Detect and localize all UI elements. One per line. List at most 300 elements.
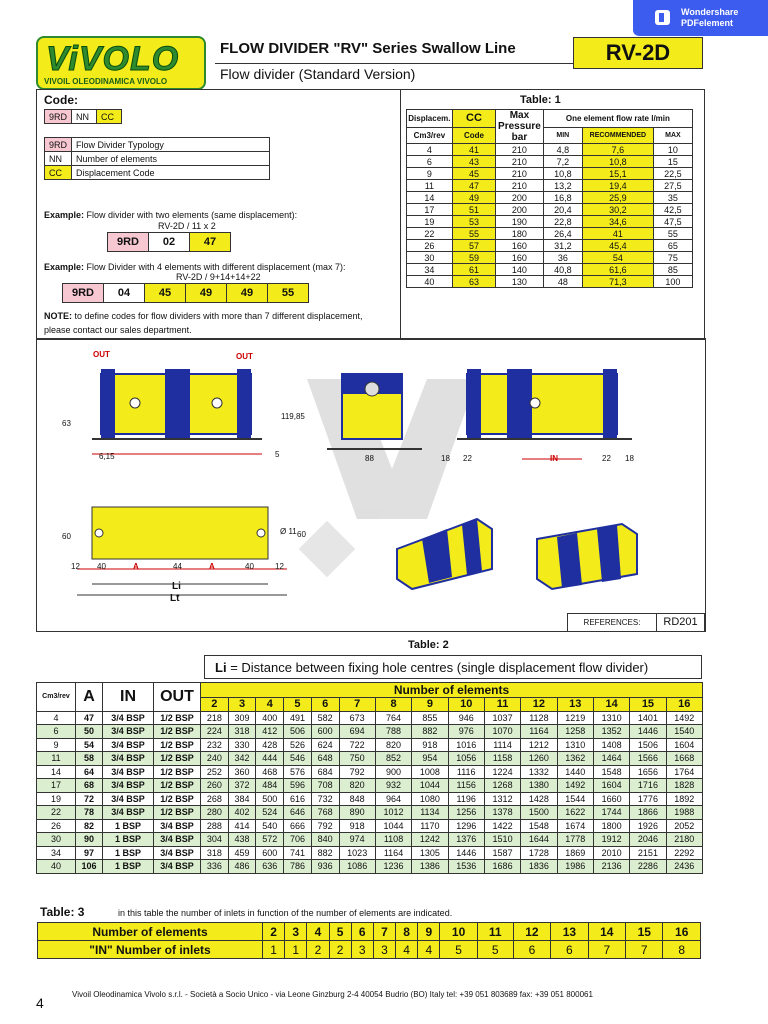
t2-cell-value: 484 — [256, 779, 284, 793]
li-label: Li — [215, 660, 227, 675]
t3-element-count: 12 — [513, 923, 550, 941]
t2-cell-value: 624 — [311, 738, 339, 752]
legend-code: NN — [45, 152, 72, 166]
t2-cell-cm3: 14 — [37, 765, 76, 779]
t2-cell-a: 68 — [76, 779, 103, 793]
t3-inlet-count: 8 — [663, 941, 701, 959]
t2-row — [37, 806, 703, 820]
t2-cell-value: 1164 — [521, 725, 557, 739]
dim-22a: 22 — [463, 454, 472, 463]
t1-cell: 210 — [496, 144, 544, 156]
t1-row — [407, 144, 693, 156]
t2-element-header: 10 — [448, 698, 484, 712]
page-title: FLOW DIVIDER "RV" Series Swallow Line — [220, 40, 516, 57]
t2-cell-in: 3/4 BSP — [103, 752, 154, 766]
t3-inlet-count: 6 — [513, 941, 550, 959]
t2-cell-value: 820 — [375, 738, 411, 752]
t2-cell-value: 342 — [228, 752, 256, 766]
dim-119: 119,85 — [281, 412, 305, 421]
t2-cell-value: 954 — [412, 752, 448, 766]
dim-615: 6,15 — [99, 452, 115, 461]
t2-cell-a: 90 — [76, 833, 103, 847]
dim-12b: 12 — [275, 562, 284, 571]
dim-18: 18 — [441, 454, 450, 463]
t1-cell: 25,9 — [582, 192, 653, 204]
wondershare-badge[interactable] — [633, 0, 768, 36]
t2-cell-value: 459 — [228, 846, 256, 860]
t3-inlet-count: 1 — [285, 941, 307, 959]
t2-cell-value: 600 — [256, 846, 284, 860]
dim-lt: Lt — [170, 593, 180, 604]
t2-cell-value: 491 — [284, 711, 312, 725]
t2-cell-in: 3/4 BSP — [103, 792, 154, 806]
t3-element-count: 6 — [351, 923, 373, 941]
t2-cell-in: 1 BSP — [103, 846, 154, 860]
t2-cell-cm3: 17 — [37, 779, 76, 793]
t1-cell: 36 — [543, 252, 582, 264]
t2-cell-cm3: 22 — [37, 806, 76, 820]
t3-inlet-count: 3 — [373, 941, 395, 959]
t1-row — [407, 180, 693, 192]
t2-cell-value: 918 — [412, 738, 448, 752]
t1-cell: 26,4 — [543, 228, 582, 240]
t2-cell-value: 1464 — [593, 752, 629, 766]
t1-h-min: MIN — [543, 127, 582, 143]
t2-cell-value: 1544 — [557, 792, 593, 806]
t1-cell: 160 — [496, 240, 544, 252]
t2-cell-cm3: 34 — [37, 846, 76, 860]
t2-cell-value: 1086 — [339, 860, 375, 874]
t2-row — [37, 833, 703, 847]
example1-code — [107, 232, 231, 252]
t2-element-header: 16 — [666, 698, 702, 712]
t2-cell-in: 1 BSP — [103, 833, 154, 847]
dim-phi: Ø 11 — [280, 527, 297, 536]
t1-cell: 41 — [582, 228, 653, 240]
t2-cell-value: 1988 — [666, 806, 702, 820]
ex1-cell: 9RD — [108, 233, 149, 252]
t1-cell: 20,4 — [543, 204, 582, 216]
t2-cell-value: 1256 — [448, 806, 484, 820]
t2-cell-a: 72 — [76, 792, 103, 806]
top-view — [77, 507, 287, 595]
t2-cell-cm3: 40 — [37, 860, 76, 874]
t3-inlet-count: 2 — [329, 941, 351, 959]
example1-desc: Flow divider with two elements (same displacement): — [86, 210, 298, 220]
badge-line2: PDFelement — [681, 18, 734, 28]
footer-address: Vivoil Oleodinamica Vivolo s.r.l. - Società a Socio Unico - via Leone Ginzburg 2-4 40054 Budrio (BO) Italy tel: +39 051 803689 fax: +39 051 800061 — [72, 990, 593, 999]
t2-cell-value: 768 — [311, 806, 339, 820]
t1-cell: 40 — [407, 276, 453, 288]
t2-element-header: 12 — [521, 698, 557, 712]
t2-cell-value: 1023 — [339, 846, 375, 860]
t2-cell-value: 218 — [201, 711, 229, 725]
t2-cell-value: 412 — [256, 725, 284, 739]
t2-h-num: Number of elements — [201, 683, 703, 698]
t2-cell-value: 1378 — [484, 806, 520, 820]
t1-row — [407, 192, 693, 204]
t2-cell-value: 1778 — [557, 833, 593, 847]
t2-cell-value: 280 — [201, 806, 229, 820]
pdfelement-icon — [655, 10, 670, 25]
t2-cell-a: 82 — [76, 819, 103, 833]
iso-view-2 — [537, 524, 637, 589]
t1-cell: 22 — [407, 228, 453, 240]
page-subtitle: Flow divider (Standard Version) — [220, 66, 416, 82]
t2-cell-value: 360 — [228, 765, 256, 779]
t2-cell-in: 3/4 BSP — [103, 779, 154, 793]
t2-cell-in: 3/4 BSP — [103, 765, 154, 779]
dim-44: 44 — [173, 562, 182, 571]
t1-row — [407, 168, 693, 180]
t2-cell-value: 1380 — [521, 779, 557, 793]
t2-cell-value: 1836 — [521, 860, 557, 874]
dim-40a: 40 — [97, 562, 106, 571]
dim-5: 5 — [275, 450, 280, 459]
t3-element-count: 11 — [477, 923, 513, 941]
t2-cell-in: 3/4 BSP — [103, 738, 154, 752]
t1-cell: 4,8 — [543, 144, 582, 156]
t1-h-displacem: Displacem. — [407, 110, 453, 128]
example1-formula: RV-2D / 11 x 2 — [158, 221, 216, 231]
t2-cell-in: 3/4 BSP — [103, 711, 154, 725]
t3-inlet-count: 5 — [477, 941, 513, 959]
t1-h-max: Max Pressure bar — [496, 110, 544, 144]
t2-cell-value: 1776 — [630, 792, 666, 806]
t2-cell-value: 1728 — [521, 846, 557, 860]
t2-element-header: 13 — [557, 698, 593, 712]
t1-cell: 130 — [496, 276, 544, 288]
ex2-cell: 55 — [268, 284, 309, 303]
t2-cell-value: 1506 — [630, 738, 666, 752]
t1-cell: 10,8 — [543, 168, 582, 180]
t2-cell-out: 1/2 BSP — [154, 738, 201, 752]
t2-cell-value: 1037 — [484, 711, 520, 725]
t2-cell-value: 1892 — [666, 792, 702, 806]
t2-cell-cm3: 9 — [37, 738, 76, 752]
t1-cell: 31,2 — [543, 240, 582, 252]
t1-cell: 47 — [452, 180, 495, 192]
t1-cell: 15 — [653, 156, 692, 168]
t2-cell-value: 932 — [375, 779, 411, 793]
t1-cell: 85 — [653, 264, 692, 276]
dim-18b: 18 — [625, 454, 634, 463]
references-label: REFERENCES: — [567, 613, 657, 632]
t2-cell-value: 468 — [256, 765, 284, 779]
ex1-cell: 47 — [190, 233, 231, 252]
t1-cell: 61 — [452, 264, 495, 276]
t1-cell: 11 — [407, 180, 453, 192]
t1-cell: 22,8 — [543, 216, 582, 228]
t1-h-rec: RECOMMENDED — [582, 127, 653, 143]
t2-cell-value: 1219 — [557, 711, 593, 725]
t3-element-count: 8 — [396, 923, 418, 941]
t2-cell-value: 1070 — [484, 725, 520, 739]
back-view — [457, 369, 632, 459]
t2-element-header: 3 — [228, 698, 256, 712]
t2-element-header: 6 — [311, 698, 339, 712]
t2-cell-value: 2052 — [666, 819, 702, 833]
t2-cell-cm3: 6 — [37, 725, 76, 739]
t2-cell-value: 1440 — [557, 765, 593, 779]
logo-word: ViVOLO — [46, 40, 180, 78]
t2-cell-a: 106 — [76, 860, 103, 874]
dim-12a: 12 — [71, 562, 80, 571]
t1-h-code: Code — [452, 127, 495, 143]
t1-cell: 71,3 — [582, 276, 653, 288]
t1-cell: 34,6 — [582, 216, 653, 228]
t2-cell-a: 64 — [76, 765, 103, 779]
t2-cell-value: 706 — [284, 833, 312, 847]
t2-h-a: A — [76, 683, 103, 712]
t2-cell-value: 260 — [201, 779, 229, 793]
ex2-cell: 49 — [186, 284, 227, 303]
t2-cell-value: 1446 — [448, 846, 484, 860]
t2-cell-value: 572 — [256, 833, 284, 847]
t2-cell-cm3: 4 — [37, 711, 76, 725]
t2-cell-value: 1492 — [666, 711, 702, 725]
t2-cell-value: 2010 — [593, 846, 629, 860]
code-part-cc: CC — [97, 110, 122, 124]
t2-cell-value: 882 — [412, 725, 448, 739]
example2-label: Example: — [44, 262, 85, 272]
t1-row — [407, 252, 693, 264]
dim-li: Li — [172, 581, 181, 592]
t2-cell-value: 428 — [256, 738, 284, 752]
t2-cell-value: 2286 — [630, 860, 666, 874]
t2-cell-value: 732 — [311, 792, 339, 806]
t2-cell-value: 2151 — [630, 846, 666, 860]
t2-element-header: 14 — [593, 698, 629, 712]
t2-cell-value: 636 — [256, 860, 284, 874]
t2-cell-value: 1566 — [630, 752, 666, 766]
t2-cell-value: 232 — [201, 738, 229, 752]
t2-body — [37, 711, 703, 873]
t2-cell-value: 1604 — [666, 738, 702, 752]
t2-cell-value: 1305 — [412, 846, 448, 860]
logo-tagline: VIVOIL OLEODINAMICA VIVOLO — [44, 77, 168, 86]
t2-cell-out: 3/4 BSP — [154, 819, 201, 833]
t2-element-header: 9 — [412, 698, 448, 712]
t2-cell-value: 882 — [311, 846, 339, 860]
t2-cell-value: 596 — [284, 779, 312, 793]
t2-cell-value: 2046 — [630, 833, 666, 847]
t2-cell-value: 616 — [284, 792, 312, 806]
t1-cell: 19 — [407, 216, 453, 228]
t2-h-out: OUT — [154, 683, 201, 712]
t2-cell-value: 372 — [228, 779, 256, 793]
code-legend — [44, 137, 270, 180]
t2-cell-out: 1/2 BSP — [154, 806, 201, 820]
t2-cell-value: 2292 — [666, 846, 702, 860]
t2-cell-value: 288 — [201, 819, 229, 833]
t2-cell-value: 1236 — [375, 860, 411, 874]
t2-cell-value: 1116 — [448, 765, 484, 779]
t1-cell: 34 — [407, 264, 453, 276]
example1-label: Example: — [44, 210, 85, 220]
t2-cell-value: 1587 — [484, 846, 520, 860]
t2-cell-value: 1332 — [521, 765, 557, 779]
t1-cell: 7,2 — [543, 156, 582, 168]
t2-cell-value: 684 — [311, 765, 339, 779]
t2-cell-value: 336 — [201, 860, 229, 874]
t2-cell-value: 741 — [284, 846, 312, 860]
t2-cell-value: 526 — [284, 738, 312, 752]
t2-cell-value: 500 — [256, 792, 284, 806]
code-part-nn: NN — [72, 110, 97, 124]
iso-view-1 — [397, 519, 492, 589]
t1-cell: 160 — [496, 252, 544, 264]
dim-out-2: OUT — [236, 352, 253, 361]
t2-element-header: 15 — [630, 698, 666, 712]
t2-cell-value: 646 — [284, 806, 312, 820]
t2-cell-value: 1310 — [557, 738, 593, 752]
t2-cell-value: 1114 — [484, 738, 520, 752]
t2-cell-value: 1196 — [448, 792, 484, 806]
t3-element-count: 10 — [440, 923, 477, 941]
t2-cell-value: 852 — [375, 752, 411, 766]
table1-title: Table: 1 — [520, 94, 561, 106]
t2-cell-cm3: 19 — [37, 792, 76, 806]
t1-h-maxf: MAX — [653, 127, 692, 143]
t1-row — [407, 276, 693, 288]
t2-cell-value: 788 — [375, 725, 411, 739]
t2-cell-out: 1/2 BSP — [154, 779, 201, 793]
t2-cell-value: 820 — [339, 779, 375, 793]
t2-cell-value: 1108 — [375, 833, 411, 847]
t1-cell: 180 — [496, 228, 544, 240]
t2-cell-cm3: 11 — [37, 752, 76, 766]
t2-cell-value: 1764 — [666, 765, 702, 779]
t2-cell-a: 47 — [76, 711, 103, 725]
t2-cell-value: 1500 — [521, 806, 557, 820]
t2-cell-a: 54 — [76, 738, 103, 752]
legend-desc: Displacement Code — [72, 166, 270, 180]
t1-row — [407, 264, 693, 276]
t2-cell-value: 1668 — [666, 752, 702, 766]
t2-cell-value: 1386 — [412, 860, 448, 874]
t3-inlet-count: 4 — [396, 941, 418, 959]
t2-cell-value: 1866 — [630, 806, 666, 820]
t2-cell-value: 1056 — [448, 752, 484, 766]
t3-row-elements — [38, 923, 701, 941]
t2-cell-a: 50 — [76, 725, 103, 739]
code-part-type: 9RD — [45, 110, 72, 124]
t2-cell-value: 848 — [339, 792, 375, 806]
t2-cell-value: 1310 — [593, 711, 629, 725]
t2-element-header: 11 — [484, 698, 520, 712]
t2-cell-value: 673 — [339, 711, 375, 725]
dim-22b: 22 — [602, 454, 611, 463]
t1-cell: 210 — [496, 180, 544, 192]
vivolo-logo — [36, 36, 206, 90]
ex2-cell: 45 — [145, 284, 186, 303]
t2-cell-value: 1156 — [448, 779, 484, 793]
t2-cell-value: 444 — [256, 752, 284, 766]
t2-cell-value: 1869 — [557, 846, 593, 860]
t2-cell-value: 2180 — [666, 833, 702, 847]
t2-cell-value: 900 — [375, 765, 411, 779]
t3-element-count: 15 — [626, 923, 663, 941]
t2-cell-value: 1686 — [484, 860, 520, 874]
t1-h-cc: CC — [452, 110, 495, 128]
t2-cell-value: 666 — [284, 819, 312, 833]
t2-cell-value: 918 — [339, 819, 375, 833]
t1-cell: 53 — [452, 216, 495, 228]
t2-cell-value: 648 — [311, 752, 339, 766]
t1-cell: 51 — [452, 204, 495, 216]
t2-cell-value: 330 — [228, 738, 256, 752]
t2-cell-value: 1926 — [630, 819, 666, 833]
t2-element-header: 7 — [339, 698, 375, 712]
t1-cell: 4 — [407, 144, 453, 156]
t1-cell: 55 — [452, 228, 495, 240]
t1-cell: 22,5 — [653, 168, 692, 180]
t2-cell-cm3: 26 — [37, 819, 76, 833]
t3-element-count: 3 — [285, 923, 307, 941]
t2-cell-value: 792 — [339, 765, 375, 779]
t1-cell: 30,2 — [582, 204, 653, 216]
t2-cell-value: 402 — [228, 806, 256, 820]
t1-cell: 40,8 — [543, 264, 582, 276]
t2-cell-value: 506 — [284, 725, 312, 739]
t2-cell-value: 318 — [201, 846, 229, 860]
t3-element-count: 4 — [307, 923, 329, 941]
t3-element-count: 7 — [373, 923, 395, 941]
t3-inlet-count: 1 — [263, 941, 285, 959]
legend-desc: Number of elements — [72, 152, 270, 166]
t1-row — [407, 156, 693, 168]
t1-cell: 10 — [653, 144, 692, 156]
t2-cell-value: 1492 — [557, 779, 593, 793]
t2-row — [37, 711, 703, 725]
t2-cell-value: 1644 — [521, 833, 557, 847]
t2-row — [37, 752, 703, 766]
t1-cell: 100 — [653, 276, 692, 288]
t2-cell-value: 708 — [311, 779, 339, 793]
t2-cell-value: 486 — [228, 860, 256, 874]
t2-cell-value: 1986 — [557, 860, 593, 874]
example2-formula: RV-2D / 9+14+14+22 — [176, 272, 261, 282]
t1-cell: 16,8 — [543, 192, 582, 204]
t3-inlet-count: 2 — [307, 941, 329, 959]
frame-divider — [400, 89, 401, 338]
t2-row — [37, 846, 703, 860]
t2-cell-value: 890 — [339, 806, 375, 820]
t2-cell-value: 1548 — [593, 765, 629, 779]
t1-cell: 48 — [543, 276, 582, 288]
t2-cell-value: 1258 — [557, 725, 593, 739]
badge-line1: Wondershare — [681, 7, 739, 17]
t1-cell: 30 — [407, 252, 453, 264]
t1-row — [407, 204, 693, 216]
legend-desc: Flow Divider Typology — [72, 138, 270, 152]
t2-cell-value: 1622 — [557, 806, 593, 820]
t3-element-count: 16 — [663, 923, 701, 941]
t2-cell-in: 1 BSP — [103, 819, 154, 833]
t1-cell: 49 — [452, 192, 495, 204]
t2-cell-value: 1296 — [448, 819, 484, 833]
t2-cell-value: 414 — [228, 819, 256, 833]
t1-cell: 42,5 — [653, 204, 692, 216]
drawing-svg — [37, 339, 705, 631]
t2-cell-value: 694 — [339, 725, 375, 739]
t1-cell: 35 — [653, 192, 692, 204]
t1-cell: 210 — [496, 168, 544, 180]
t1-cell: 61,6 — [582, 264, 653, 276]
dim-a2: A — [209, 562, 215, 571]
t2-cell-value: 1242 — [412, 833, 448, 847]
